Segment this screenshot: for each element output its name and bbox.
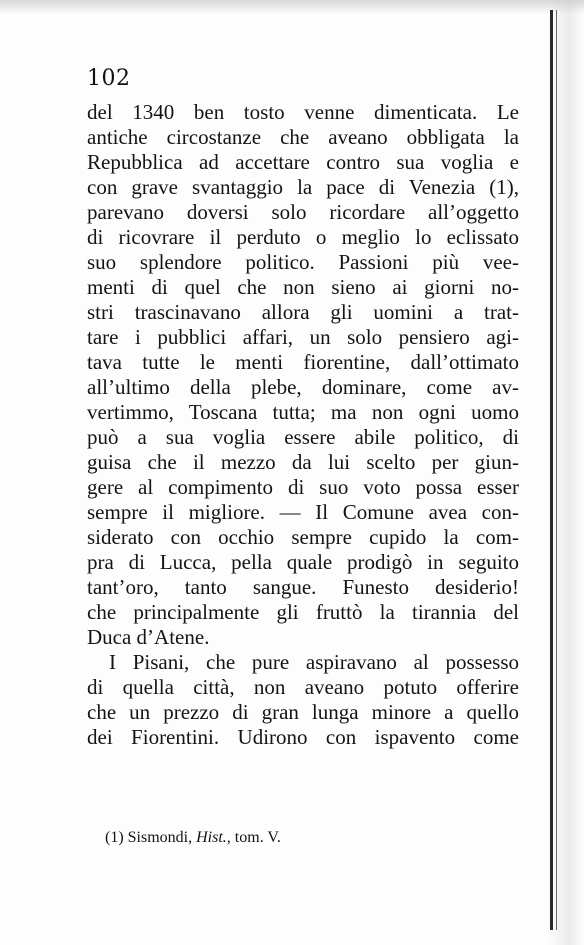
- text-line: menti di quel che non sieno ai giorni no-: [87, 275, 519, 299]
- body-text: [87, 100, 519, 750]
- page-right-edge-shadow: [548, 0, 584, 945]
- text-line: tare i pubblici affari, un solo pensiero agi-: [87, 325, 519, 349]
- page-top-shadow: [0, 0, 584, 14]
- footnote-title: Hist.,: [196, 829, 231, 846]
- page-binding-edge: [550, 10, 553, 930]
- page-binding-edge-thin: [556, 10, 557, 930]
- text-line: pra di Lucca, pella quale prodigò in seguito: [87, 550, 519, 574]
- text-line: che un prezzo di gran lunga minore a quello: [87, 700, 519, 724]
- text-line: vertimmo, Toscana tutta; ma non ogni uomo: [87, 400, 519, 424]
- page-number: 102: [87, 66, 131, 91]
- text-line-paragraph-start: I Pisani, che pure aspiravano al possesso: [109, 650, 519, 674]
- text-line: sempre il migliore. — Il Comune avea con-: [87, 500, 519, 524]
- text-line-paragraph-end: Duca d’Atene.: [87, 625, 210, 649]
- text-line: antiche circostanze che aveano obbligata la: [87, 125, 519, 149]
- footnote-marker: (1): [105, 829, 124, 846]
- text-line: parevano doversi solo ricordare all’oggetto: [87, 200, 519, 224]
- footnote: [105, 829, 281, 847]
- text-line: Repubblica ad accettare contro sua voglia e: [87, 150, 519, 174]
- text-line: dei Fiorentini. Udirono con ispavento come: [87, 725, 519, 749]
- text-line: suo splendore politico. Passioni più vee-: [87, 250, 519, 274]
- text-line: tant’oro, tanto sangue. Funesto desiderio!: [87, 575, 519, 599]
- text-line: di quella città, non aveano potuto offerire: [87, 675, 519, 699]
- text-line: siderato con occhio sempre cupido la com-: [87, 525, 519, 549]
- text-line: tava tutte le menti fiorentine, dall’ottimato: [87, 350, 519, 374]
- text-line: stri trascinavano allora gli uomini a trat-: [87, 300, 519, 324]
- footnote-volume: tom. V.: [234, 829, 281, 846]
- text-line: del 1340 ben tosto venne dimenticata. Le: [87, 100, 519, 124]
- text-line: gere al compimento di suo voto possa esser: [87, 475, 519, 499]
- text-line: guisa che il mezzo da lui scelto per giun-: [87, 450, 519, 474]
- footnote-author: Sismondi,: [127, 829, 193, 846]
- text-line: di ricovrare il perduto o meglio lo eclissato: [87, 225, 519, 249]
- text-line: con grave svantaggio la pace di Venezia (1),: [87, 175, 519, 199]
- text-line: può a sua voglia essere abile politico, di: [87, 425, 519, 449]
- text-line: che principalmente gli fruttò la tirannia del: [87, 600, 519, 624]
- text-line: all’ultimo della plebe, dominare, come av-: [87, 375, 519, 399]
